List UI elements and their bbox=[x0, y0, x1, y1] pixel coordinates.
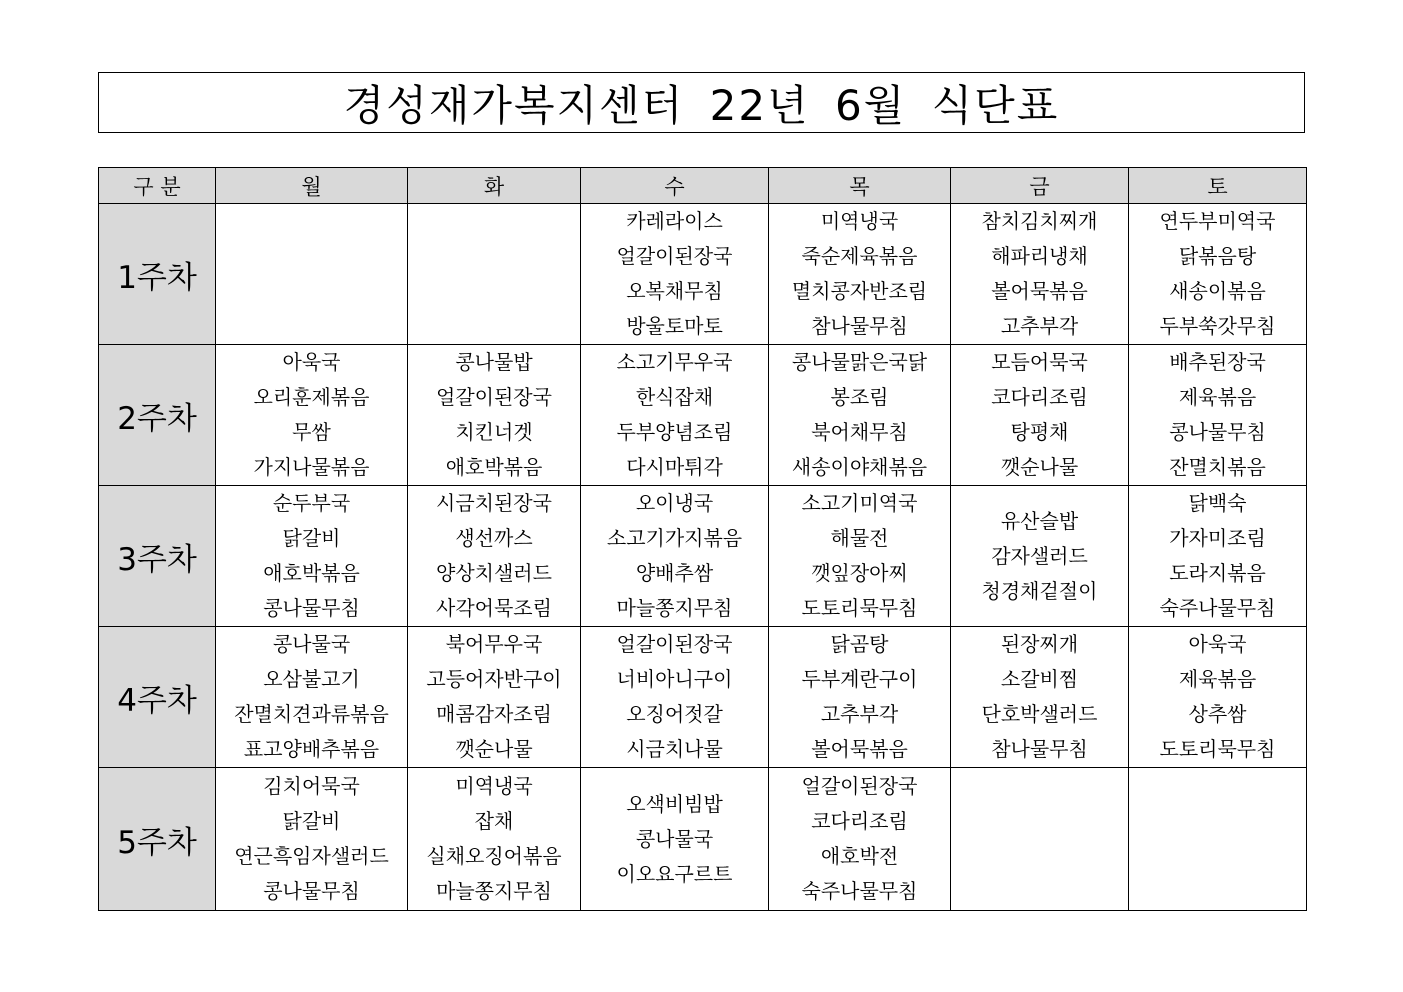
day-header: 화 bbox=[408, 168, 581, 204]
dish-list bbox=[581, 204, 768, 344]
menu-cell bbox=[408, 204, 581, 345]
dish-item: 연근흑임자샐러드 bbox=[234, 844, 389, 868]
dish-item: 아욱국 bbox=[282, 350, 341, 374]
dish-item: 콩나물국 bbox=[272, 632, 351, 656]
dish-item: 닭갈비 bbox=[282, 526, 341, 550]
dish-item: 시금치된장국 bbox=[436, 491, 552, 515]
dish-item: 제육볶음 bbox=[1178, 667, 1257, 691]
dish-item: 실채오징어볶음 bbox=[426, 844, 562, 868]
dish-item: 닭갈비 bbox=[282, 809, 341, 833]
header-row bbox=[99, 168, 1307, 204]
week-row bbox=[99, 486, 1307, 627]
menu-cell bbox=[216, 345, 408, 486]
dish-item: 두부쑥갓무침 bbox=[1159, 314, 1276, 338]
dish-item: 오삼불고기 bbox=[263, 667, 360, 691]
menu-cell bbox=[769, 204, 951, 345]
dish-item: 닭백숙 bbox=[1188, 491, 1247, 515]
dish-item: 양상치샐러드 bbox=[436, 561, 552, 585]
dish-item: 북어채무침 bbox=[811, 420, 908, 444]
dish-item: 김치어묵국 bbox=[263, 774, 360, 798]
dish-list bbox=[769, 627, 950, 767]
menu-cell bbox=[216, 204, 408, 345]
dish-item: 숙주나물무침 bbox=[801, 879, 918, 903]
dish-item: 무쌈 bbox=[292, 420, 331, 444]
dish-item: 해물전 bbox=[830, 526, 889, 550]
dish-item: 시금치나물 bbox=[626, 737, 723, 761]
dish-item: 북어무우국 bbox=[445, 632, 543, 656]
week-row bbox=[99, 345, 1307, 486]
dish-item: 된장찌개 bbox=[1000, 632, 1079, 656]
dish-item: 새송이볶음 bbox=[1169, 279, 1266, 303]
title-box bbox=[98, 72, 1305, 133]
dish-item: 닭곰탕 bbox=[830, 632, 889, 656]
dish-item: 애호박볶음 bbox=[445, 455, 543, 479]
menu-cell bbox=[769, 486, 951, 627]
dish-item: 잡채 bbox=[474, 809, 514, 833]
dish-item: 숙주나물무침 bbox=[1159, 596, 1276, 620]
dish-item: 카레라이스 bbox=[626, 209, 723, 233]
dish-item: 잔멸치견과류볶음 bbox=[234, 702, 389, 726]
dish-item: 잔멸치볶음 bbox=[1169, 455, 1266, 479]
dish-list bbox=[581, 486, 768, 626]
dish-item: 닭볶음탕 bbox=[1178, 244, 1257, 268]
dish-item: 너비아니구이 bbox=[616, 667, 733, 691]
menu-cell bbox=[769, 345, 951, 486]
dish-item: 치킨너겟 bbox=[455, 420, 533, 444]
dish-item: 유산슬밥 bbox=[1000, 508, 1079, 533]
table-body bbox=[99, 204, 1307, 911]
dish-item: 다시마튀각 bbox=[626, 455, 723, 479]
dish-list bbox=[408, 345, 580, 485]
menu-cell bbox=[951, 204, 1129, 345]
dish-item: 생선까스 bbox=[455, 526, 533, 550]
dish-item: 모듬어묵국 bbox=[991, 350, 1088, 374]
dish-item: 이오요구르트 bbox=[616, 861, 733, 886]
menu-cell bbox=[581, 345, 769, 486]
menu-cell bbox=[951, 345, 1129, 486]
dish-item: 양배추쌈 bbox=[635, 561, 714, 585]
dish-item: 배추된장국 bbox=[1169, 350, 1266, 374]
dish-item: 순두부국 bbox=[272, 491, 351, 515]
dish-item: 표고양배추볶음 bbox=[243, 737, 380, 761]
dish-list bbox=[581, 627, 768, 767]
dish-list bbox=[769, 486, 950, 626]
dish-list bbox=[1129, 486, 1306, 626]
dish-item: 오이냉국 bbox=[635, 491, 714, 515]
menu-cell bbox=[951, 627, 1129, 768]
dish-list bbox=[1129, 627, 1306, 767]
dish-item: 마늘쫑지무침 bbox=[436, 879, 552, 903]
dish-item: 깻순나물 bbox=[1000, 455, 1079, 479]
day-header: 토 bbox=[1129, 168, 1307, 204]
dish-item: 참치김치찌개 bbox=[981, 209, 1098, 233]
menu-cell bbox=[951, 486, 1129, 627]
dish-list bbox=[769, 769, 950, 909]
dish-item: 깻잎장아찌 bbox=[811, 561, 908, 585]
dish-item: 아욱국 bbox=[1188, 632, 1247, 656]
menu-cell bbox=[216, 486, 408, 627]
menu-cell bbox=[408, 345, 581, 486]
dish-item: 감자샐러드 bbox=[991, 543, 1088, 568]
dish-item: 코다리조림 bbox=[811, 809, 908, 833]
dish-item: 오색비빔밥 bbox=[626, 791, 723, 816]
dish-item: 소고기미역국 bbox=[801, 491, 918, 515]
dish-item: 제육볶음 bbox=[1178, 385, 1257, 409]
dish-item: 도토리묵무침 bbox=[801, 596, 918, 620]
week-label: 3주차 bbox=[99, 486, 216, 627]
menu-cell bbox=[951, 768, 1129, 911]
dish-item: 콩나물국 bbox=[635, 826, 714, 851]
dish-list bbox=[216, 627, 407, 767]
dish-item: 고등어자반구이 bbox=[426, 667, 562, 691]
menu-cell bbox=[769, 768, 951, 911]
dish-item: 콩나물무침 bbox=[1169, 420, 1266, 444]
dish-item: 상추쌈 bbox=[1188, 702, 1247, 726]
dish-item: 봉조림 bbox=[830, 385, 889, 409]
dish-item: 도라지볶음 bbox=[1169, 561, 1266, 585]
dish-item: 두부양념조림 bbox=[616, 420, 733, 444]
dish-item: 얼갈이된장국 bbox=[436, 385, 552, 409]
menu-cell bbox=[1129, 204, 1307, 345]
dish-list bbox=[951, 204, 1128, 344]
dish-list bbox=[581, 787, 768, 892]
dish-item: 가자미조림 bbox=[1169, 526, 1266, 550]
dish-list bbox=[581, 345, 768, 485]
dish-item: 청경채겉절이 bbox=[981, 578, 1098, 603]
dish-item: 미역냉국 bbox=[820, 209, 899, 233]
dish-item: 단호박샐러드 bbox=[981, 702, 1098, 726]
dish-item: 오징어젓갈 bbox=[626, 702, 723, 726]
dish-list bbox=[769, 345, 950, 485]
dish-item: 매콤감자조림 bbox=[436, 702, 552, 726]
dish-list bbox=[1129, 204, 1306, 344]
dish-item: 얼갈이된장국 bbox=[801, 774, 918, 798]
menu-cell bbox=[408, 627, 581, 768]
week-row bbox=[99, 627, 1307, 768]
dish-item: 얼갈이된장국 bbox=[616, 632, 733, 656]
menu-cell bbox=[216, 627, 408, 768]
dish-list bbox=[216, 486, 407, 626]
menu-cell bbox=[1129, 345, 1307, 486]
dish-item: 해파리냉채 bbox=[991, 244, 1088, 268]
day-header: 수 bbox=[581, 168, 769, 204]
dish-list bbox=[769, 204, 950, 344]
menu-cell bbox=[581, 768, 769, 911]
dish-item: 마늘쫑지무침 bbox=[616, 596, 733, 620]
menu-cell bbox=[581, 204, 769, 345]
week-label: 5주차 bbox=[99, 768, 216, 911]
week-label: 1주차 bbox=[99, 204, 216, 345]
dish-item: 참나물무침 bbox=[991, 737, 1088, 761]
dish-item: 멸치콩자반조림 bbox=[791, 279, 928, 303]
dish-list bbox=[951, 504, 1128, 609]
dish-item: 얼갈이된장국 bbox=[616, 244, 733, 268]
dish-item: 볼어묵볶음 bbox=[811, 737, 908, 761]
menu-cell bbox=[581, 486, 769, 627]
dish-item: 애호박전 bbox=[820, 844, 899, 868]
dish-item: 고추부각 bbox=[820, 702, 899, 726]
dish-item: 오복채무침 bbox=[626, 279, 723, 303]
dish-item: 연두부미역국 bbox=[1159, 209, 1276, 233]
dish-item: 콩나물무침 bbox=[263, 596, 360, 620]
week-row bbox=[99, 768, 1307, 911]
menu-cell bbox=[408, 486, 581, 627]
day-header: 금 bbox=[951, 168, 1129, 204]
dish-item: 탕평채 bbox=[1010, 420, 1069, 444]
day-header: 목 bbox=[769, 168, 951, 204]
dish-item: 소고기무우국 bbox=[616, 350, 733, 374]
dish-item: 가지나물볶음 bbox=[253, 455, 370, 479]
dish-list bbox=[216, 769, 407, 909]
dish-list bbox=[951, 627, 1128, 767]
dish-item: 한식잡채 bbox=[635, 385, 714, 409]
week-row bbox=[99, 204, 1307, 345]
dish-item: 오리훈제볶음 bbox=[253, 385, 370, 409]
header-label: 구 분 bbox=[99, 168, 216, 204]
dish-item: 미역냉국 bbox=[455, 774, 533, 798]
day-header: 월 bbox=[216, 168, 408, 204]
dish-list bbox=[951, 345, 1128, 485]
dish-item: 콩나물무침 bbox=[263, 879, 360, 903]
page-title: 경성재가복지센터 22년 6월 식단표 bbox=[343, 80, 1060, 130]
dish-item: 참나물무침 bbox=[811, 314, 908, 338]
dish-list bbox=[408, 486, 580, 626]
menu-cell bbox=[1129, 627, 1307, 768]
dish-item: 사각어묵조림 bbox=[436, 596, 552, 620]
dish-item: 코다리조림 bbox=[991, 385, 1088, 409]
dish-list bbox=[1129, 345, 1306, 485]
dish-list bbox=[216, 345, 407, 485]
dish-item: 콩나물맑은국닭 bbox=[791, 350, 928, 374]
menu-cell bbox=[216, 768, 408, 911]
menu-cell bbox=[1129, 768, 1307, 911]
menu-cell bbox=[1129, 486, 1307, 627]
dish-item: 소갈비찜 bbox=[1000, 667, 1079, 691]
dish-item: 죽순제육볶음 bbox=[801, 244, 918, 268]
dish-item: 애호박볶음 bbox=[263, 561, 360, 585]
dish-item: 콩나물밥 bbox=[455, 350, 533, 374]
menu-cell bbox=[408, 768, 581, 911]
menu-cell bbox=[581, 627, 769, 768]
dish-item: 고추부각 bbox=[1000, 314, 1079, 338]
dish-item: 소고기가지볶음 bbox=[606, 526, 743, 550]
dish-item: 볼어묵볶음 bbox=[991, 279, 1088, 303]
dish-item: 두부계란구이 bbox=[801, 667, 918, 691]
dish-item: 새송이야채볶음 bbox=[791, 455, 928, 479]
dish-list bbox=[408, 769, 580, 909]
dish-item: 도토리묵무침 bbox=[1159, 737, 1276, 761]
meal-plan-table bbox=[98, 167, 1307, 911]
dish-item: 깻순나물 bbox=[455, 737, 533, 761]
week-label: 4주차 bbox=[99, 627, 216, 768]
dish-list bbox=[408, 627, 580, 767]
menu-cell bbox=[769, 627, 951, 768]
dish-item: 방울토마토 bbox=[626, 314, 723, 338]
week-label: 2주차 bbox=[99, 345, 216, 486]
